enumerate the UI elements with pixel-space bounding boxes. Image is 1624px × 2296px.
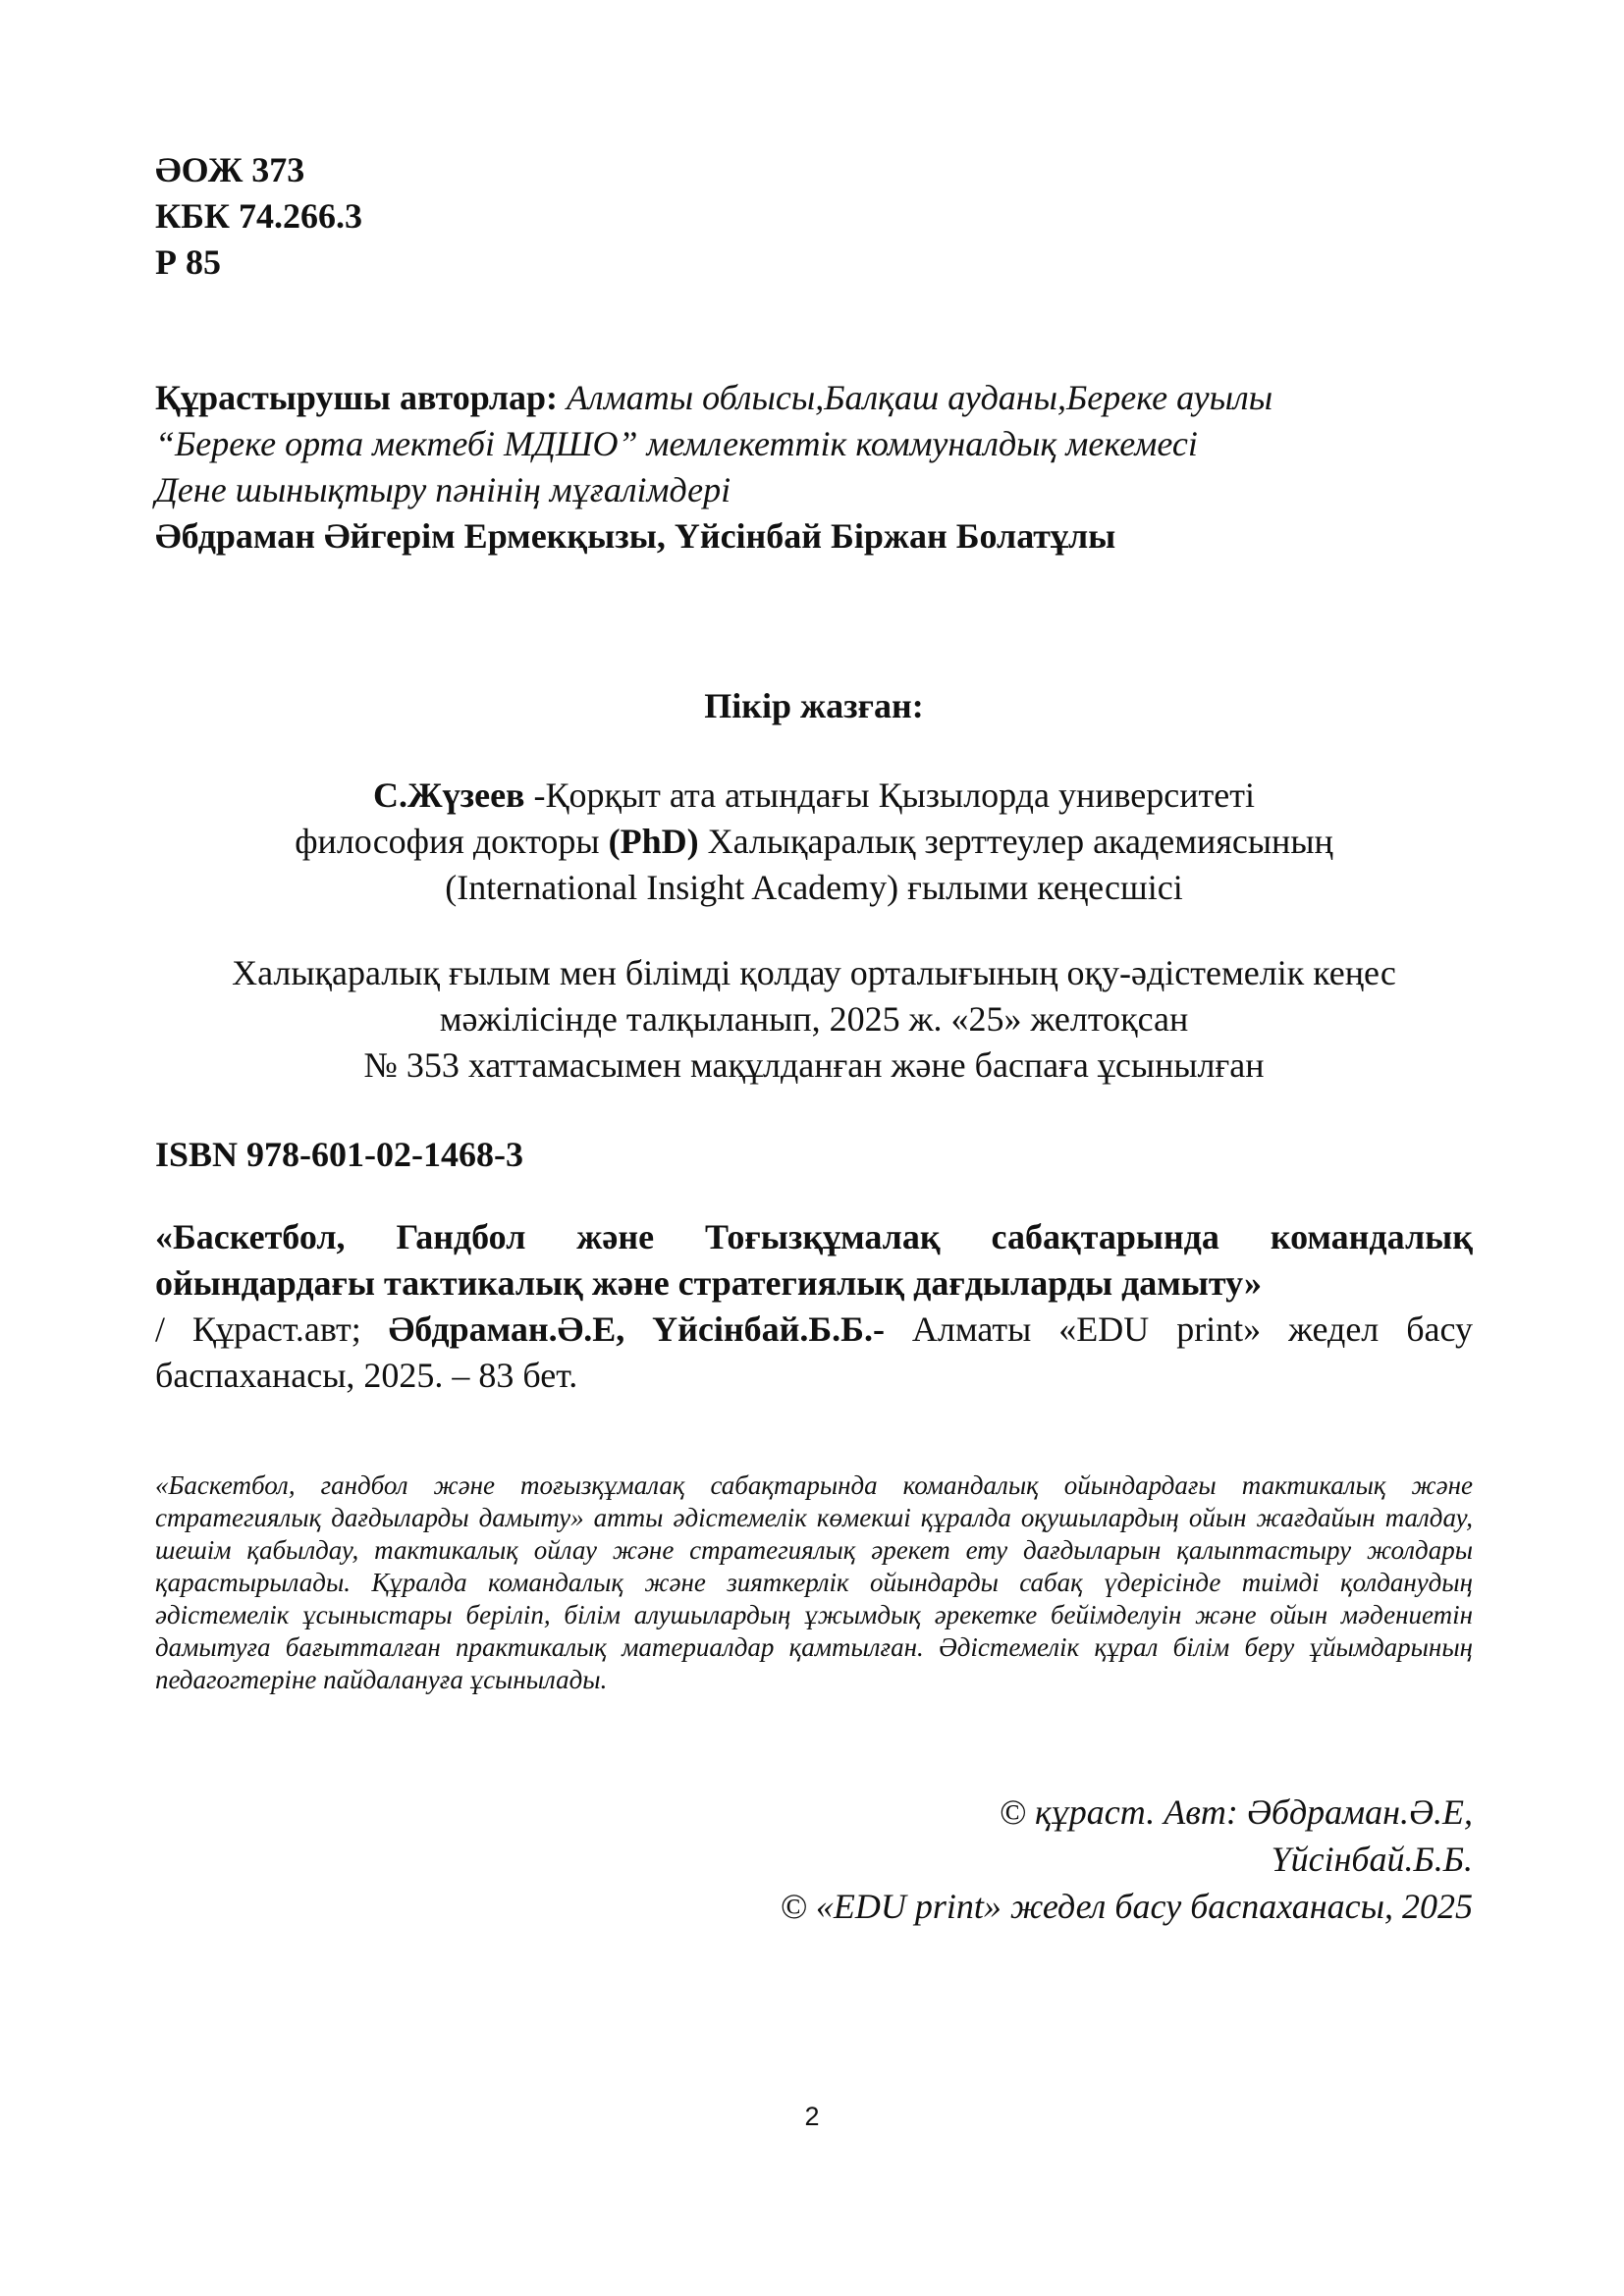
citation-authors: Әбдраман.Ә.Е, Үйсінбай.Б.Б.- — [388, 1309, 885, 1349]
author-mark: Р 85 — [155, 242, 221, 282]
approval-line2: мәжілісінде талқыланып, 2025 ж. «25» желтоқсан — [439, 999, 1189, 1039]
page-number: 2 — [804, 2102, 820, 2131]
compilers-affiliation-line1: Алматы облысы,Балқаш ауданы,Береке ауылы — [558, 378, 1273, 417]
reviewer-phd: (PhD) — [608, 822, 699, 861]
approval-line3: № 353 хаттамасымен мақұлданған және баспаға ұсынылған — [363, 1045, 1265, 1085]
abstract: «Баскетбол, гандбол және тоғызқұмалақ сабақтарында командалық ойындардағы тактикалық және стратегиялық дағдыларды дамыту» атты әдістемелік көмекші құралда оқушылардың ойын жағдайын талдау, шешім қабылдау, тактикалық ойлау және стратегиялық әрекет ету дағдыларын қалыптастыру жолдары қарастырылады. Құралда командалық және зияткерлік ойындарды сабақ үдерісінде тиімді қолданудың әдістемелік ұсыныстары беріліп, білім алушылардың ұжымдық әрекетке бейімделуін және ойын мәдениетін дамытуға бағытталған практикалық материалдар қамтылған. Әдістемелік құрал білім беру ұйымдарының педагогтеріне пайдалануға ұсынылады. — [155, 1470, 1473, 1694]
copyright-block — [589, 1789, 1473, 1930]
lbc-code: КБК 74.266.3 — [155, 196, 363, 236]
reviewer-block — [155, 773, 1473, 911]
approval-block — [155, 950, 1473, 1089]
reviewer-affiliation: -Қорқыт ата атындағы Қызылорда университеті — [524, 775, 1255, 815]
copyright-line3: © «EDU print» жедел басу баспаханасы, 2025 — [780, 1887, 1473, 1926]
copyright-line1: © құраст. Авт: Әбдраман.Ә.Е, — [999, 1792, 1473, 1832]
reviewer-name: С.Жүзеев — [373, 775, 525, 815]
compilers-affiliation-line2: “Береке орта мектебі МДШО” мемлекеттік коммуналдық мекемесі — [155, 424, 1198, 463]
copyright-line2: Үйсінбай.Б.Б. — [1271, 1840, 1473, 1879]
compilers-block — [155, 375, 1272, 560]
compilers-names: Әбдраман Әйгерім Ермекқызы, Үйсінбай Біржан Болатұлы — [155, 516, 1116, 556]
udc-code: ӘОЖ 373 — [155, 150, 305, 189]
reviewer-academy: Халықаралық зерттеулер академиясының — [698, 822, 1333, 861]
compilers-affiliation-line3: Дене шынықтыру пәнінің мұғалімдері — [155, 470, 731, 509]
citation-separator: / Құраст.авт; — [155, 1309, 389, 1349]
approval-line1: Халықаралық ғылым мен білімді қолдау орталығының оқу-әдістемелік кеңес — [232, 953, 1396, 992]
review-heading: Пікір жазған: — [704, 686, 924, 725]
isbn: ISBN 978-601-02-1468-3 — [155, 1135, 523, 1174]
bibliographic-citation — [155, 1214, 1473, 1399]
citation-publisher: Алматы «EDU print» жедел басу баспаханасы, 2025. – 83 бет. — [155, 1309, 1473, 1395]
compilers-label: Құрастырушы авторлар: — [155, 378, 559, 417]
citation-title: «Баскетбол, Гандбол және Тоғызқұмалақ сабақтарында командалық ойындардағы тактикалық және стратегиялық дағдыларды дамыту» — [155, 1217, 1473, 1303]
classification-block — [155, 147, 362, 286]
reviewer-role: (International Insight Academy) ғылыми кеңесшісі — [445, 868, 1183, 907]
reviewer-degree: философия докторы — [295, 822, 609, 861]
